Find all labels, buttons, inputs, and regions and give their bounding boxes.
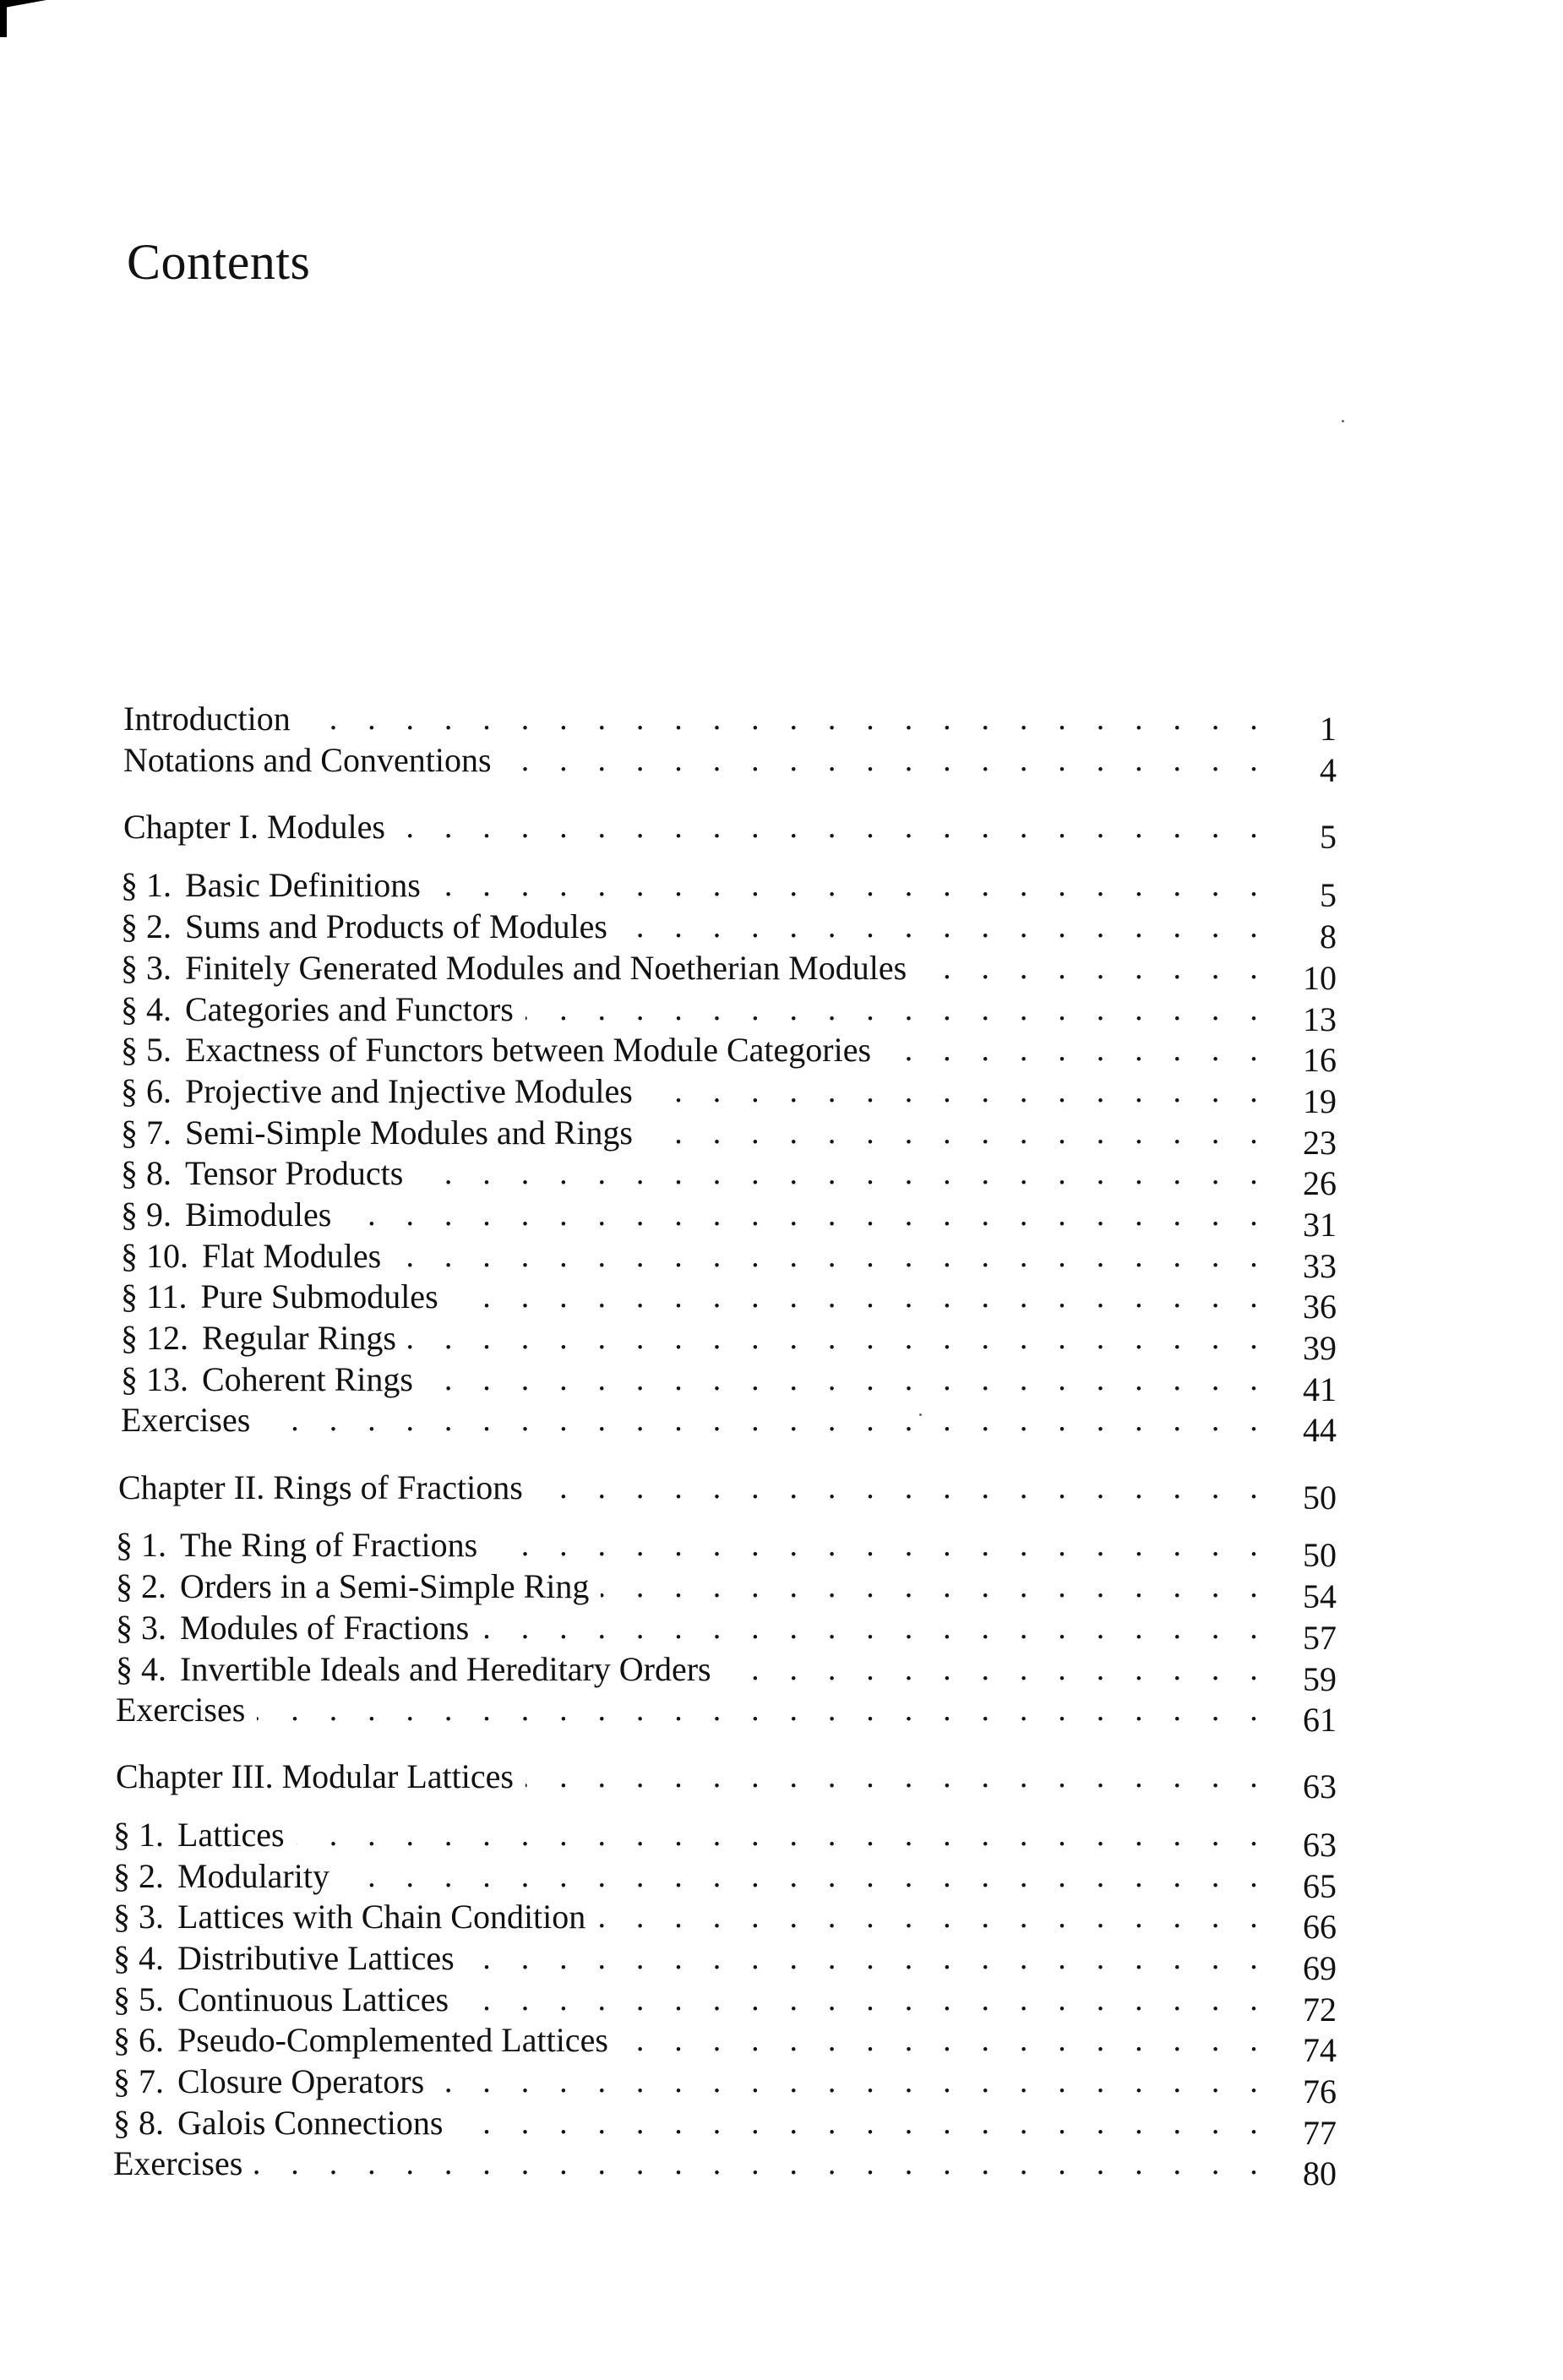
toc-entry-label [116,1756,514,1798]
toc-dot-leader [535,1467,1269,1509]
toc-page-number: 63 [1303,1767,1337,1805]
toc-dot-leader [918,947,1269,989]
toc-entry [123,739,1337,789]
toc-entry-label [113,2102,443,2144]
toc-entry [121,1152,1337,1202]
toc-page-number: 1 [1320,710,1337,748]
toc-entry [113,1896,1337,1946]
toc-entry-title: Sums and Products of Modules [185,907,607,945]
toc-section-number: § 5. [113,1980,164,2018]
toc-entry-label [121,1359,413,1401]
toc-page-number: 65 [1303,1867,1337,1905]
toc-page-number: 5 [1320,876,1337,914]
toc-dot-leader [883,1029,1269,1071]
toc-page-number: 76 [1303,2072,1337,2110]
toc-entry [121,1399,1337,1449]
toc-dot-leader [481,1607,1269,1649]
toc-page-number: 33 [1303,1247,1337,1285]
toc-dot-leader [645,1070,1269,1113]
toc-entry-label [121,1070,633,1113]
toc-entry [121,947,1337,997]
toc-dot-leader [619,906,1269,948]
toc-section-number: § 4. [113,1939,164,1977]
toc-dot-leader [489,1524,1269,1566]
toc-entry [118,1467,1337,1517]
toc-section-number: § 7. [113,2062,164,2100]
toc-page-number: 63 [1303,1826,1337,1864]
toc-entry [113,2061,1337,2110]
toc-section-number: § 3. [121,949,172,987]
toc-entry [113,2102,1337,2152]
toc-section-number: § 6. [121,1072,172,1110]
toc-entry [123,698,1337,748]
toc-entry [113,1937,1337,1987]
toc-page-number: 50 [1303,1479,1337,1517]
toc-entry [121,1029,1337,1079]
toc-entry-title: Regular Rings [202,1319,396,1357]
toc-dot-leader [341,1855,1269,1898]
toc-entry-title: Galois Connections [177,2104,444,2142]
toc-entry [113,2143,1337,2192]
toc-entry-title: Orders in a Semi-Simple Ring [180,1567,590,1605]
toc-entry-label [116,1648,711,1691]
toc-entry-title: Distributive Lattices [177,1939,455,1977]
toc-entry-label [121,947,907,989]
toc-entry-title: Semi-Simple Modules and Rings [185,1114,633,1152]
toc-entry-label [113,1896,585,1938]
toc-section-number: § 1. [121,866,172,904]
toc-entry-title: Chapter I. Modules [123,808,385,846]
toc-entry-label [121,1112,633,1154]
toc-entry-label [123,806,385,848]
toc-dot-leader [408,1317,1269,1359]
toc-page-number: 39 [1303,1329,1337,1367]
toc-page-number: 72 [1303,1991,1337,2029]
toc-dot-leader [645,1112,1269,1154]
toc-entry-title: Bimodules [185,1195,332,1234]
toc-entry-title: Chapter III. Modular Lattices [116,1757,514,1795]
toc-entry-title: Pseudo-Complemented Lattices [177,2021,608,2059]
toc-entry [116,1648,1337,1698]
toc-entry [121,988,1337,1038]
toc-page-number: 80 [1303,2154,1337,2192]
toc-entry-label [113,2019,608,2061]
toc-entry [113,2019,1337,2069]
toc-entry-title: Exercises [113,2144,243,2182]
toc-section-number: § 1. [113,1816,164,1854]
toc-entry-label [113,1814,285,1856]
toc-dot-leader [597,1896,1269,1938]
toc-section-number: § 2. [113,1857,164,1895]
toc-entry [116,1524,1337,1574]
toc-dot-leader [425,1359,1269,1401]
toc-dot-leader [526,1756,1269,1798]
toc-entry [121,1112,1337,1162]
toc-entry-label [116,1689,245,1731]
toc-dot-leader [436,2061,1269,2103]
toc-entry-title: Coherent Rings [202,1360,413,1398]
toc-section-number: § 6. [113,2021,164,2059]
toc-entry [113,1979,1337,2029]
toc-entry-label [121,906,607,948]
toc-entry [121,1194,1337,1244]
toc-entry-title: Categories and Functors [185,990,514,1028]
toc-entry [121,1359,1337,1408]
toc-page-number: 31 [1303,1206,1337,1244]
toc-entry-label [123,739,492,782]
toc-entry-title: Exercises [121,1401,251,1439]
toc-page-number: 19 [1303,1082,1337,1120]
toc-page-number: 5 [1320,818,1337,856]
toc-entry-title: Closure Operators [177,2062,425,2100]
toc-entry-label [113,2061,424,2103]
toc-section-number: § 7. [121,1114,172,1152]
toc-entry [113,1855,1337,1905]
toc-entry [113,1814,1337,1864]
toc-section-number: § 2. [121,907,172,945]
toc-entry-label [116,1524,477,1566]
toc-dot-leader [254,2143,1269,2185]
toc-page-number: 23 [1303,1124,1337,1162]
toc-entry-title: Pure Submodules [200,1277,438,1315]
toc-entry [121,1317,1337,1367]
toc-dot-leader [526,988,1269,1031]
toc-section-number: § 3. [113,1898,164,1936]
toc-entry-title: Lattices with Chain Condition [177,1898,586,1936]
toc-page-number: 50 [1303,1536,1337,1574]
toc-entry-label [121,1399,250,1441]
toc-entry [116,1756,1337,1805]
toc-section-number: § 5. [121,1031,172,1069]
toc-section-number: § 4. [121,990,172,1028]
toc-section-number: § 4. [116,1650,166,1688]
toc-dot-leader [504,739,1269,782]
toc-entry-label [113,2143,242,2185]
toc-section-number: § 9. [121,1195,172,1234]
toc-page-number: 10 [1303,959,1337,997]
toc-page-number: 61 [1303,1701,1337,1739]
toc-entry [116,1607,1337,1657]
toc-page-number: 59 [1303,1660,1337,1698]
toc-section-number: § 8. [121,1154,172,1192]
toc-entry-label [116,1566,589,1608]
toc-page-number: 36 [1303,1288,1337,1326]
toc-entry-title: The Ring of Fractions [180,1526,478,1564]
toc-entry-title: Exercises [116,1691,246,1729]
toc-dot-leader [620,2019,1269,2061]
toc-entry-title: Invertible Ideals and Hereditary Orders [180,1650,711,1688]
toc-entry [121,1070,1337,1120]
toc-entry-title: Notations and Conventions [123,741,492,779]
toc-section-number: § 1. [116,1526,166,1564]
toc-section-number: § 11. [121,1277,188,1315]
toc-section-number: § 8. [113,2104,164,2142]
toc-page-number: 57 [1303,1619,1337,1657]
page-title: Contents [127,234,311,290]
toc-dot-leader [302,698,1269,740]
toc-page-number: 8 [1320,918,1337,956]
toc-page-number: 4 [1320,751,1337,789]
toc-page-number: 44 [1303,1411,1337,1449]
toc-entry-label [121,864,421,907]
toc-entry [116,1689,1337,1739]
toc-entry [121,906,1337,956]
toc-entry-label [116,1607,469,1649]
toc-entry-label [121,1235,381,1277]
toc-dot-leader [455,2102,1269,2144]
toc-entry-title: Basic Definitions [185,866,421,904]
toc-entry-label [113,1937,455,1980]
toc-dot-leader [460,1979,1269,2021]
toc-entry-title: Projective and Injective Modules [185,1072,633,1110]
toc-entry-label [121,1276,438,1318]
toc-entry-label [121,1194,331,1236]
toc-entry [116,1566,1337,1615]
toc-entry-label [113,1979,449,2021]
toc-entry-title: Lattices [177,1816,285,1854]
toc-entry-label [121,1317,396,1359]
toc-page-number: 13 [1303,1000,1337,1038]
toc-entry-title: Exactness of Functors between Module Categories [185,1031,872,1069]
toc-entry-label [123,698,291,740]
toc-entry [121,1276,1337,1326]
toc-dot-leader [397,806,1269,848]
toc-page-number: 66 [1303,1908,1337,1946]
toc-page-number: 77 [1303,2114,1337,2152]
toc-entry [123,806,1337,856]
toc-dot-leader [393,1235,1269,1277]
toc-entry [121,864,1337,914]
toc-dot-leader [601,1566,1269,1608]
toc-section-number: § 2. [116,1567,166,1605]
toc-dot-leader [262,1399,1269,1441]
toc-page-number: 26 [1303,1164,1337,1202]
toc-entry-title: Continuous Lattices [177,1980,449,2018]
toc-dot-leader [297,1814,1269,1856]
toc-entry-label [121,1152,403,1195]
toc-dot-leader [466,1937,1269,1980]
toc-dot-leader [723,1648,1269,1691]
toc-dot-leader [415,1152,1269,1195]
toc-entry-label [121,988,514,1031]
toc-entry-title: Flat Modules [202,1237,382,1275]
toc-entry-title: Modularity [177,1857,329,1895]
toc-entry-title: Chapter II. Rings of Fractions [118,1468,523,1506]
toc-entry-label [121,1029,871,1071]
toc-entry-title: Modules of Fractions [180,1609,470,1647]
toc-entry-label [113,1855,329,1898]
toc-entry-title: Finitely Generated Modules and Noetherian Modules [185,949,907,987]
toc-dot-leader [343,1194,1269,1236]
toc-dot-leader [450,1276,1269,1318]
toc-dot-leader [257,1689,1269,1731]
toc-entry-label [118,1467,523,1509]
toc-dot-leader [433,864,1269,907]
toc-page-number: 41 [1303,1370,1337,1408]
toc-entry-title: Tensor Products [185,1154,404,1192]
toc-page-number: 16 [1303,1041,1337,1079]
toc-page-number: 69 [1303,1949,1337,1987]
toc-section-number: § 3. [116,1609,166,1647]
toc-section-number: § 13. [121,1360,188,1398]
toc-page-number: 74 [1303,2031,1337,2069]
toc-entry [121,1235,1337,1285]
toc-entry-title: Introduction [123,700,291,738]
toc-section-number: § 12. [121,1319,188,1357]
toc-section-number: § 10. [121,1237,188,1275]
toc-page-number: 54 [1303,1577,1337,1615]
